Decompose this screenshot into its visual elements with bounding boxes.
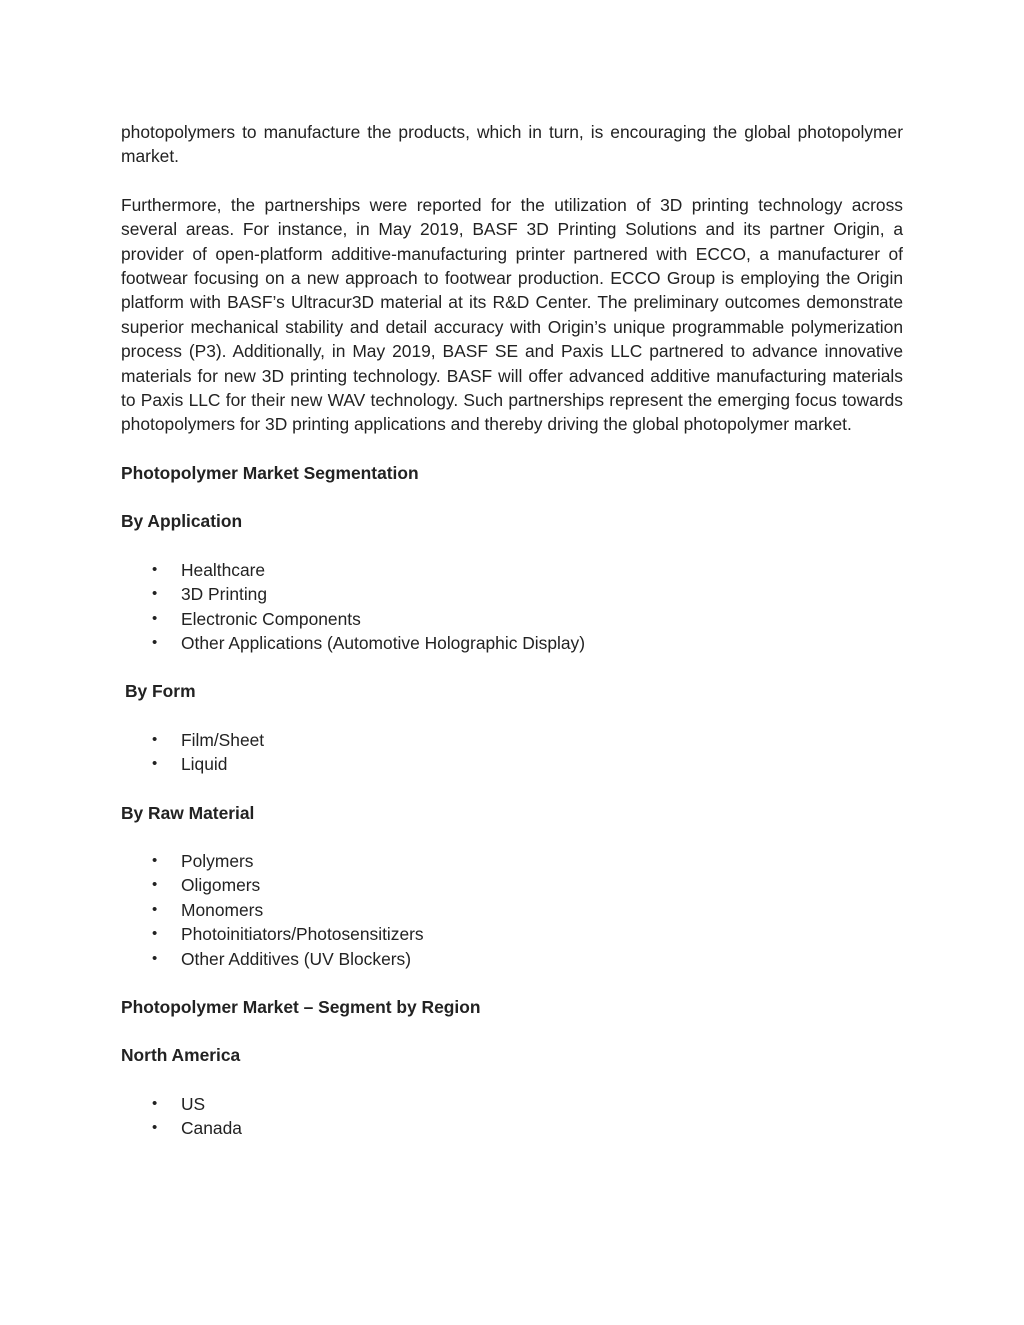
list-item: • 3D Printing (121, 582, 903, 606)
bullet-icon: • (152, 560, 158, 578)
list-item: • Monomers (121, 898, 903, 922)
list-item: • Canada (121, 1116, 903, 1140)
bullet-icon: • (152, 755, 158, 773)
list-item: • Liquid (121, 752, 903, 776)
bullet-icon: • (152, 633, 158, 651)
application-list (121, 558, 903, 656)
raw-material-list (121, 849, 903, 971)
list-item: • Healthcare (121, 558, 903, 582)
form-list (121, 728, 903, 777)
north-america-heading: North America (121, 1045, 241, 1066)
bullet-icon: • (152, 900, 158, 918)
segmentation-heading: Photopolymer Market Segmentation (121, 462, 419, 483)
bullet-icon: • (152, 949, 158, 967)
bullet-icon: • (152, 609, 158, 627)
partnerships-paragraph: Furthermore, the partnerships were reported for the utilization of 3D printing technology across several areas. For instance, in May 2019, BASF 3D Printing Solutions and its partner Origin, a provider of open-platform additive-manufacturing printer partnered with ECCO, a manufacturer of footwear focusing on a new approach to footwear production. ECCO Group is employing the Origin platform with BASF’s Ultracur3D material at its R&D Center. The preliminary outcomes demonstrate superior mechanical stability and detail accuracy with Origin’s unique programmable polymerization process (P3). Additionally, in May 2019, BASF SE and Paxis LLC partnered to advance innovative materials for new 3D printing technology. BASF will offer advanced additive manufacturing materials to Paxis LLC for their new WAV technology. Such partnerships represent the emerging focus towards photopolymers for 3D printing applications and thereby driving the global photopolymer market. (121, 194, 903, 435)
list-item: • US (121, 1092, 903, 1116)
list-item: • Other Applications (Automotive Holographic Display) (121, 631, 903, 655)
north-america-list (121, 1092, 903, 1141)
list-item: • Photoinitiators/Photosensitizers (121, 922, 903, 946)
document-page (121, 120, 903, 1165)
list-item: • Polymers (121, 849, 903, 873)
bullet-icon: • (152, 730, 158, 748)
list-item: • Electronic Components (121, 607, 903, 631)
bullet-icon: • (152, 1119, 158, 1137)
by-raw-material-heading: By Raw Material (121, 802, 255, 823)
bullet-icon: • (152, 851, 158, 869)
list-item: • Film/Sheet (121, 728, 903, 752)
by-application-heading: By Application (121, 511, 243, 532)
by-form-heading: By Form (125, 681, 196, 702)
bullet-icon: • (152, 925, 158, 943)
bullet-icon: • (152, 876, 158, 894)
region-heading: Photopolymer Market – Segment by Region (121, 996, 481, 1017)
list-item: • Oligomers (121, 873, 903, 897)
list-item: • Other Additives (UV Blockers) (121, 947, 903, 971)
bullet-icon: • (152, 1094, 158, 1112)
bullet-icon: • (152, 585, 158, 603)
intro-paragraph: photopolymers to manufacture the products, which in turn, is encouraging the global photopolymer market. (121, 122, 903, 167)
